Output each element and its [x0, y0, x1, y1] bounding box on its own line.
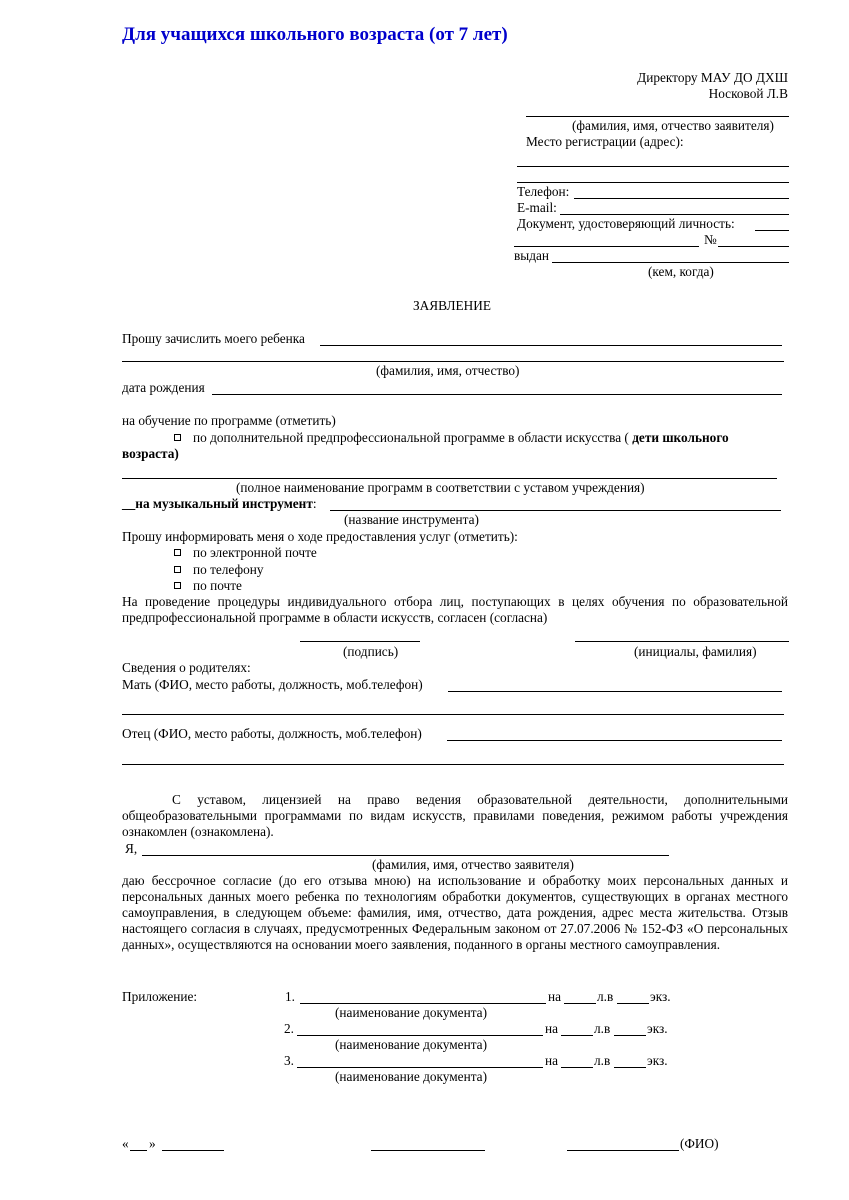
birth-date-field[interactable] — [212, 394, 782, 395]
father-label: Отец (ФИО, место работы, должность, моб.телефон) — [122, 726, 422, 741]
signature-caption: (подпись) — [343, 644, 399, 659]
registration-field-2[interactable] — [517, 182, 789, 183]
birth-date-label: дата рождения — [122, 380, 205, 395]
consent-selection: На проведение процедуры индивидуального отбора лиц, поступающих в целях обучения по образовательной предпрофессиональной программе в области искусств, согласен (согласна) — [122, 594, 788, 625]
attachment-2-sheets: л.в — [594, 1021, 611, 1036]
issued-field[interactable] — [552, 262, 789, 263]
applicant-fio-consent-field[interactable] — [142, 855, 669, 856]
attachment-1-sheets-field[interactable] — [564, 1003, 596, 1004]
parents-title: Сведения о родителях: — [122, 660, 251, 675]
issued-caption: (кем, когда) — [648, 264, 714, 279]
attachment-1-field[interactable] — [300, 1003, 546, 1004]
program-option-bold-cont: возраста) — [122, 446, 179, 461]
registration-label: Место регистрации (адрес): — [526, 134, 684, 149]
attachment-3-copies: экз. — [647, 1053, 668, 1068]
instrument-caption: (название инструмента) — [344, 512, 479, 527]
program-intro: на обучение по программе (отметить) — [122, 413, 336, 428]
attachment-2-on: на — [545, 1021, 559, 1036]
charter-text: С уставом, лицензией на право ведения образовательной деятельности, дополнительными общеобразовательными программами по видам искусств, правилами поведения, режимом работы учреждения ознакомлен (ознакомлена). — [122, 792, 788, 839]
checkbox[interactable] — [174, 582, 181, 589]
inform-intro: Прошу информировать меня о ходе предоставления услуг (отметить): — [122, 529, 518, 544]
attachment-3-caption: (наименование документа) — [335, 1069, 487, 1084]
child-fio-caption: (фамилия, имя, отчество) — [376, 363, 520, 378]
attachment-3-sheets-field[interactable] — [561, 1067, 593, 1068]
addressee-line1: Директору МАУ ДО ДХШ — [637, 70, 788, 85]
instrument-field[interactable] — [330, 510, 781, 511]
registration-field-1[interactable] — [517, 166, 789, 167]
enroll-label: Прошу зачислить моего ребенка — [122, 331, 305, 346]
id-doc-label: Документ, удостоверяющий личность: — [517, 216, 735, 231]
footer-fio-label: (ФИО) — [680, 1136, 719, 1151]
attachment-2-copies: экз. — [647, 1021, 668, 1036]
footer-signature-field[interactable] — [371, 1150, 485, 1151]
attachment-1-caption: (наименование документа) — [335, 1005, 487, 1020]
inform-option-email[interactable]: по электронной почте — [174, 545, 317, 561]
attachment-3-number: 3. — [284, 1053, 294, 1068]
inform-option-phone[interactable]: по телефону — [174, 562, 264, 578]
program-checkbox[interactable] — [174, 434, 181, 441]
addressee-line2: Носковой Л.В — [708, 86, 788, 101]
attachment-1-copies: экз. — [650, 989, 671, 1004]
program-option-bold: дети школьного — [632, 430, 729, 445]
program-option[interactable] — [174, 430, 729, 446]
attachment-2-caption: (наименование документа) — [335, 1037, 487, 1052]
signature-field[interactable] — [300, 641, 420, 642]
attachment-1-number: 1. — [285, 989, 295, 1004]
footer-fio-field[interactable] — [567, 1150, 679, 1151]
program-name-field[interactable] — [122, 478, 777, 479]
attachment-3-field[interactable] — [297, 1067, 543, 1068]
id-doc-field[interactable] — [755, 230, 789, 231]
phone-field[interactable] — [574, 198, 789, 199]
checkbox[interactable] — [174, 549, 181, 556]
attachment-2-copies-field[interactable] — [614, 1035, 646, 1036]
attachment-3-copies-field[interactable] — [614, 1067, 646, 1068]
date-close-quote: » — [149, 1136, 156, 1151]
attachment-3-sheets: л.в — [594, 1053, 611, 1068]
program-option-label: по дополнительной предпрофессиональной программе в области искусства ( — [193, 430, 629, 445]
email-field[interactable] — [560, 214, 789, 215]
email-label: E-mail: — [517, 200, 557, 215]
form-header: Для учащихся школьного возраста (от 7 лет) — [122, 24, 508, 45]
checkbox[interactable] — [174, 566, 181, 573]
attachment-2-sheets-field[interactable] — [561, 1035, 593, 1036]
initials-caption: (инициалы, фамилия) — [634, 644, 757, 659]
program-name-caption: (полное наименование программ в соответствии с уставом учреждения) — [236, 480, 645, 495]
number-sign: № — [704, 232, 717, 247]
i-label: Я, — [125, 841, 138, 856]
inform-option-mail[interactable]: по почте — [174, 578, 242, 594]
father-field-2[interactable] — [122, 764, 784, 765]
attachment-1-on: на — [548, 989, 562, 1004]
mother-field-2[interactable] — [122, 714, 784, 715]
date-day-field[interactable] — [130, 1150, 147, 1151]
mother-label: Мать (ФИО, место работы, должность, моб.телефон) — [122, 677, 423, 692]
date-month-field[interactable] — [162, 1150, 224, 1151]
id-doc-series-field[interactable] — [514, 246, 699, 247]
attachment-2-number: 2. — [284, 1021, 294, 1036]
initials-field[interactable] — [575, 641, 789, 642]
child-fio-field-1[interactable] — [320, 345, 782, 346]
pd-consent-text: даю бессрочное согласие (до его отзыва мною) на использование и обработку моих персональных данных и персональных данных моего ребенка по технологиям обработки документов, существующих в органах местного самоуправления, в следующем объеме: фамилия, имя, отчество, дата рождения, адрес места жительства. Отзыв настоящего согласия в случаях, предусмотренных Федеральным законом от 27.07.2006 № 152-ФЗ «О персональных данных», осуществляются на основании моего заявления, поданного в органы местного самоуправления. — [122, 873, 788, 952]
father-field-1[interactable] — [447, 740, 782, 741]
attachment-1-copies-field[interactable] — [617, 1003, 649, 1004]
attachment-1-sheets: л.в — [597, 989, 614, 1004]
phone-label: Телефон: — [517, 184, 570, 199]
applicant-fio-field[interactable] — [526, 116, 789, 117]
applicant-fio-caption: (фамилия, имя, отчество заявителя) — [572, 118, 774, 133]
child-fio-field-2[interactable] — [122, 361, 784, 362]
issued-label: выдан — [514, 248, 549, 263]
instrument-label: __на музыкальный инструмент: — [122, 496, 317, 511]
document-title: ЗАЯВЛЕНИЕ — [413, 298, 491, 313]
date-open-quote: « — [122, 1136, 129, 1151]
attachments-label: Приложение: — [122, 989, 198, 1004]
attachment-2-field[interactable] — [297, 1035, 543, 1036]
mother-field-1[interactable] — [448, 691, 782, 692]
applicant-fio-consent-caption: (фамилия, имя, отчество заявителя) — [372, 857, 574, 872]
attachment-3-on: на — [545, 1053, 559, 1068]
id-doc-number-field[interactable] — [718, 246, 789, 247]
